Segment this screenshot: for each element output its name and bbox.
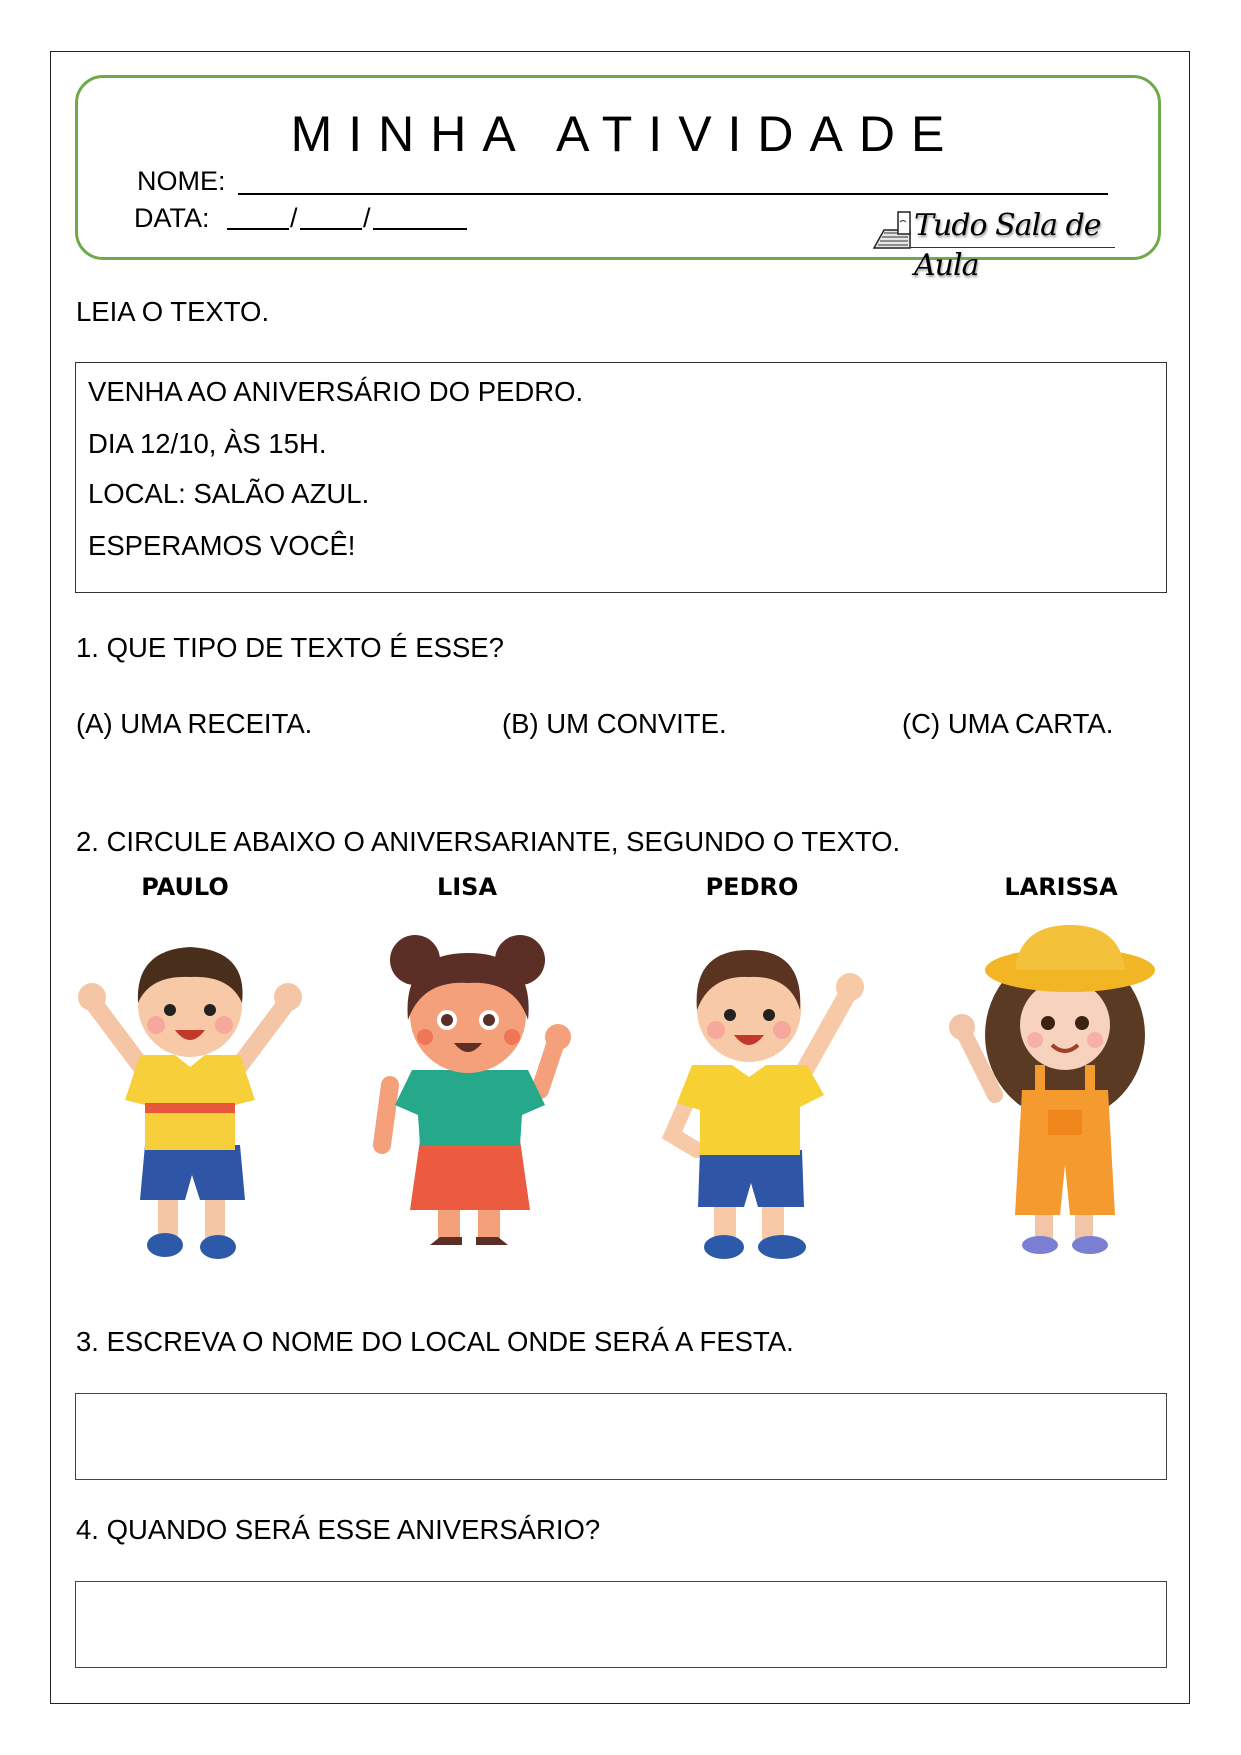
boy-arms-raised-icon[interactable] bbox=[70, 925, 310, 1275]
character-name-pedro: PEDRO bbox=[705, 873, 799, 901]
date-separator: / bbox=[290, 203, 298, 233]
page-title: MINHA ATIVIDADE bbox=[290, 106, 961, 162]
girl-waving-icon[interactable] bbox=[350, 925, 590, 1275]
boy-waving-icon[interactable] bbox=[632, 925, 872, 1275]
reading-line: ESPERAMOS VOCÊ! bbox=[88, 530, 356, 561]
question-2-text: 2. CIRCULE ABAIXO O ANIVERSARIANTE, SEGUNDO O TEXTO. bbox=[76, 826, 901, 857]
option-a[interactable]: (A) UMA RECEITA. bbox=[76, 708, 313, 739]
question-3-text: 3. ESCREVA O NOME DO LOCAL ONDE SERÁ A FESTA. bbox=[76, 1326, 794, 1357]
date-separator: / bbox=[363, 203, 371, 233]
question-1-text: 1. QUE TIPO DE TEXTO É ESSE? bbox=[76, 632, 504, 663]
answer-box-question-4[interactable] bbox=[75, 1581, 1167, 1668]
name-label: NOME: bbox=[137, 166, 226, 196]
character-name-lisa: LISA bbox=[436, 873, 498, 901]
instruction-text: LEIA O TEXTO. bbox=[76, 296, 270, 327]
date-label: DATA: bbox=[134, 203, 210, 233]
date-year-field[interactable] bbox=[373, 228, 467, 230]
answer-box-question-3[interactable] bbox=[75, 1393, 1167, 1480]
reading-line: DIA 12/10, ÀS 15H. bbox=[88, 428, 327, 459]
reading-line: LOCAL: SALÃO AZUL. bbox=[88, 478, 370, 509]
logo-text: Tudo Sala de Aula bbox=[914, 208, 1101, 283]
reading-line: VENHA AO ANIVERSÁRIO DO PEDRO. bbox=[88, 376, 584, 407]
question-4-text: 4. QUANDO SERÁ ESSE ANIVERSÁRIO? bbox=[76, 1514, 601, 1545]
character-name-larissa: LARISSA bbox=[1004, 873, 1118, 901]
logo-underline bbox=[910, 247, 1115, 248]
option-c[interactable]: (C) UMA CARTA. bbox=[902, 708, 1114, 739]
name-field[interactable] bbox=[238, 193, 1108, 195]
option-b[interactable]: (B) UM CONVITE. bbox=[502, 708, 727, 739]
logo bbox=[870, 206, 1115, 283]
date-month-field[interactable] bbox=[300, 228, 362, 230]
girl-hat-icon[interactable] bbox=[940, 925, 1180, 1275]
date-day-field[interactable] bbox=[227, 228, 289, 230]
character-name-paulo: PAULO bbox=[141, 873, 229, 901]
book-icon bbox=[870, 208, 916, 252]
